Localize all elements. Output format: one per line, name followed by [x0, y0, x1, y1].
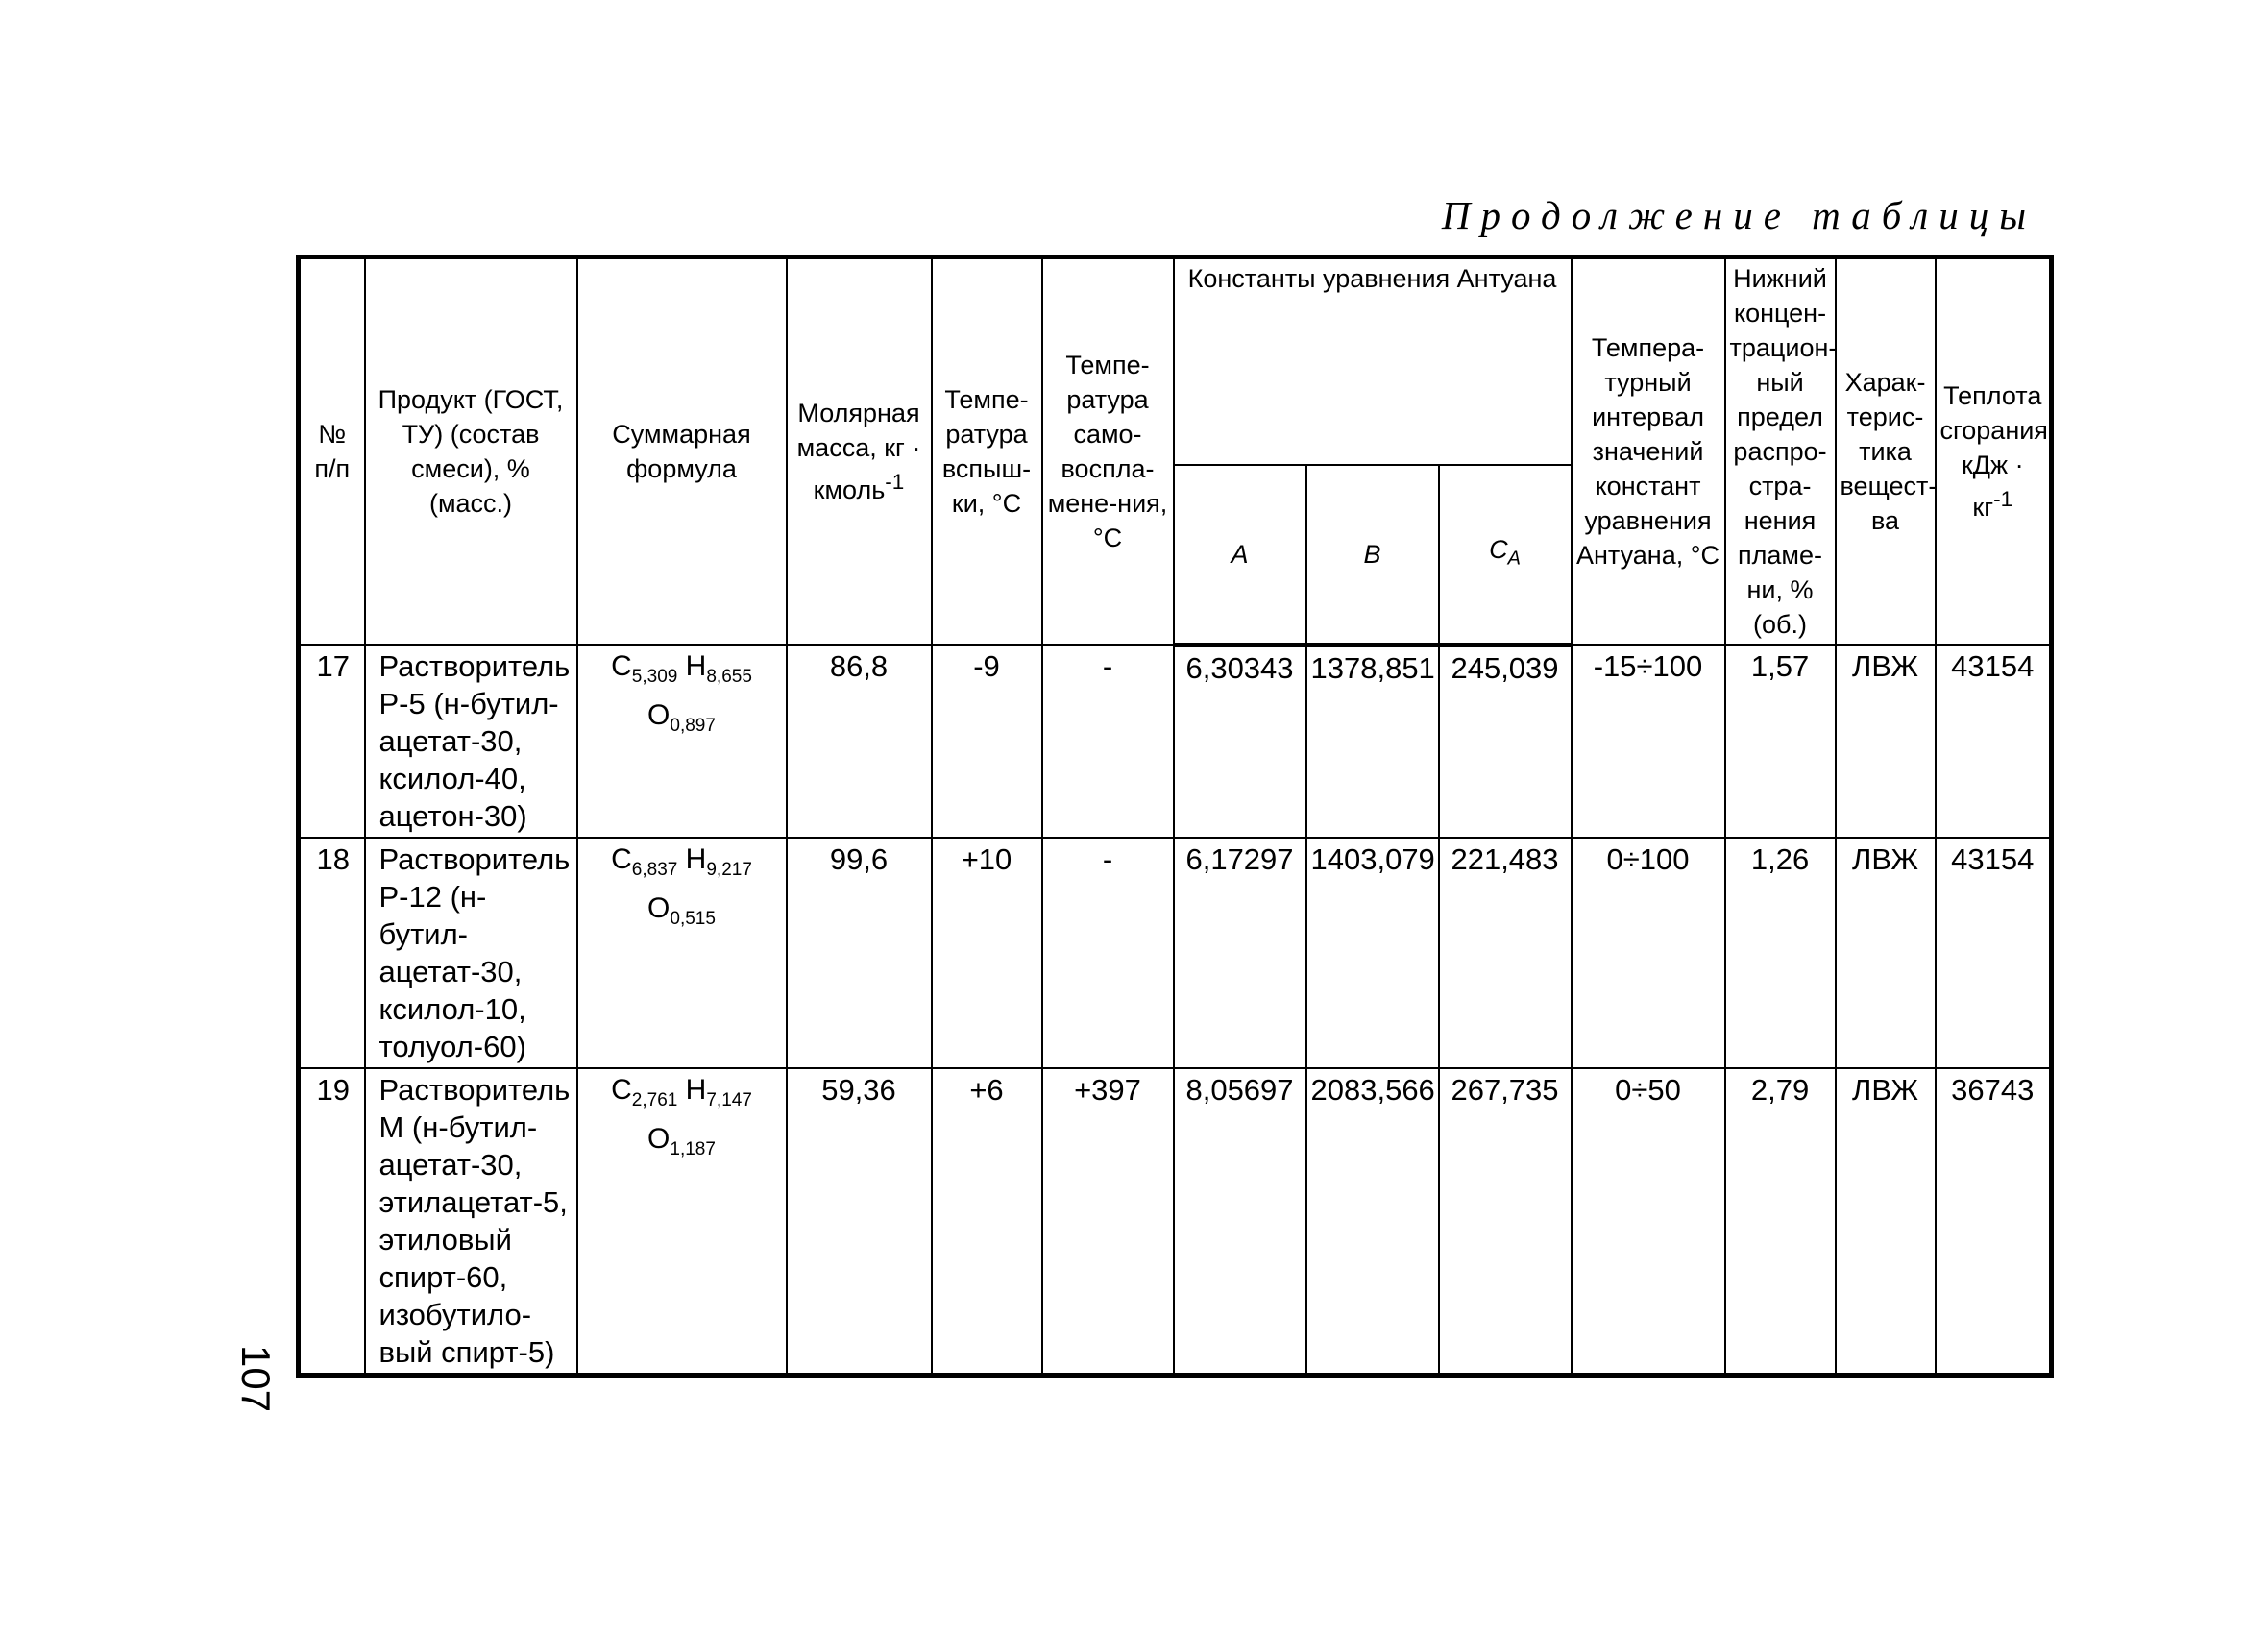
header-molar-mass-exponent: -1	[885, 470, 905, 494]
cell-antoine-b: 1403,079	[1306, 838, 1439, 1068]
cell-lower-limit: 1,57	[1725, 645, 1836, 838]
cell-lower-limit: 1,26	[1725, 838, 1836, 1068]
formula-element: C	[611, 843, 632, 875]
cell-autoignition: -	[1042, 838, 1174, 1068]
header-heat-exponent: -1	[1993, 487, 2013, 511]
cell-product: Растворитель Р-12 (н-бутил-ацетат-30, ксилол-10, толуол-60)	[365, 838, 577, 1068]
header-autoignition: Темпе-ратура само-воспла-мене-ния, °С	[1042, 257, 1174, 646]
cell-molar-mass: 59,36	[787, 1068, 932, 1376]
cell-temp-interval: 0÷50	[1572, 1068, 1725, 1376]
formula-element: C	[611, 650, 632, 682]
formula-element: C	[611, 1074, 632, 1106]
header-characteristic: Харак-терис-тика вещест-ва	[1836, 257, 1936, 646]
formula-index: 8,655	[706, 667, 752, 687]
formula-element: H	[685, 843, 707, 875]
header-formula: Суммарная формула	[577, 257, 787, 646]
cell-antoine-c: 267,735	[1439, 1068, 1572, 1376]
cell-heat: 43154	[1936, 645, 2052, 838]
table-row	[299, 1068, 2052, 1376]
header-antoine-constants: Константы уравнения Антуана	[1174, 257, 1572, 466]
page-number: 107	[233, 1345, 279, 1413]
formula-index: 5,309	[631, 667, 678, 687]
header-heat	[1936, 257, 2056, 646]
cell-antoine-c: 221,483	[1439, 838, 1572, 1068]
cell-antoine-a: 6,17297	[1174, 838, 1306, 1068]
cell-autoignition: +397	[1042, 1068, 1174, 1376]
formula-element: H	[685, 650, 707, 682]
cell-product: Растворитель Р-5 (н-бутил-ацетат-30, ксилол-40, ацетон-30)	[365, 645, 577, 838]
cell-characteristic: ЛВЖ	[1836, 838, 1936, 1068]
cell-num: 18	[299, 838, 365, 1068]
cell-antoine-a: 6,30343	[1174, 645, 1306, 838]
cell-num: 19	[299, 1068, 365, 1376]
cell-characteristic: ЛВЖ	[1836, 1068, 1936, 1376]
formula-index: 6,837	[631, 860, 678, 880]
cell-product: Растворитель М (н-бутил-ацетат-30, этилацетат-5, этиловый спирт-60, изобутило-вый спирт-5)	[365, 1068, 577, 1376]
cell-antoine-c: 245,039	[1439, 645, 1572, 838]
formula-element: O	[647, 1123, 671, 1155]
header-product: Продукт (ГОСТ, ТУ) (состав смеси), % (масс.)	[365, 257, 577, 646]
cell-heat: 43154	[1936, 838, 2052, 1068]
cell-flash-point: -9	[932, 645, 1042, 838]
formula-index: 2,761	[631, 1090, 678, 1110]
header-antoine-a: A	[1174, 465, 1306, 645]
cell-flash-point: +6	[932, 1068, 1042, 1376]
header-lower-limit: Нижний концен-трацион-ный предел распро-стра-нения пламе-ни, % (об.)	[1725, 257, 1836, 646]
cell-formula	[577, 838, 787, 1068]
cell-num: 17	[299, 645, 365, 838]
table-caption: Продолжение таблицы	[1441, 193, 2036, 237]
header-antoine-b: B	[1306, 465, 1439, 645]
header-flash-point: Темпе-ратура вспыш-ки, °С	[932, 257, 1042, 646]
header-temp-interval: Темпера-турный интервал значений констант уравнения Антуана, °С	[1572, 257, 1725, 646]
header-molar-mass	[787, 257, 932, 646]
data-table	[296, 255, 2054, 1378]
header-num: № п/п	[299, 257, 365, 646]
formula-element: O	[647, 699, 671, 731]
header-antoine-c-letter: C	[1489, 535, 1508, 565]
header-molar-mass-label: Молярная масса, кг · кмоль	[796, 399, 921, 504]
table-row	[299, 838, 2052, 1068]
cell-flash-point: +10	[932, 838, 1042, 1068]
formula-index: 0,515	[670, 909, 716, 929]
header-heat-label: Теплота сгорания, кДж · кг	[1939, 381, 2056, 522]
table-row	[299, 645, 2052, 838]
header-antoine-c-sub: A	[1507, 548, 1521, 570]
cell-temp-interval: -15÷100	[1572, 645, 1725, 838]
formula-element: H	[685, 1074, 707, 1106]
formula-index: 1,187	[670, 1139, 716, 1159]
cell-characteristic: ЛВЖ	[1836, 645, 1936, 838]
cell-formula	[577, 645, 787, 838]
formula-element: O	[647, 892, 671, 924]
cell-antoine-b: 1378,851	[1306, 645, 1439, 838]
cell-formula	[577, 1068, 787, 1376]
cell-molar-mass: 99,6	[787, 838, 932, 1068]
header-antoine-c	[1439, 465, 1572, 645]
cell-molar-mass: 86,8	[787, 645, 932, 838]
cell-heat: 36743	[1936, 1068, 2052, 1376]
cell-autoignition: -	[1042, 645, 1174, 838]
cell-antoine-b: 2083,566	[1306, 1068, 1439, 1376]
formula-index: 7,147	[706, 1090, 752, 1110]
cell-lower-limit: 2,79	[1725, 1068, 1836, 1376]
formula-index: 9,217	[706, 860, 752, 880]
cell-antoine-a: 8,05697	[1174, 1068, 1306, 1376]
formula-index: 0,897	[670, 716, 716, 736]
cell-temp-interval: 0÷100	[1572, 838, 1725, 1068]
